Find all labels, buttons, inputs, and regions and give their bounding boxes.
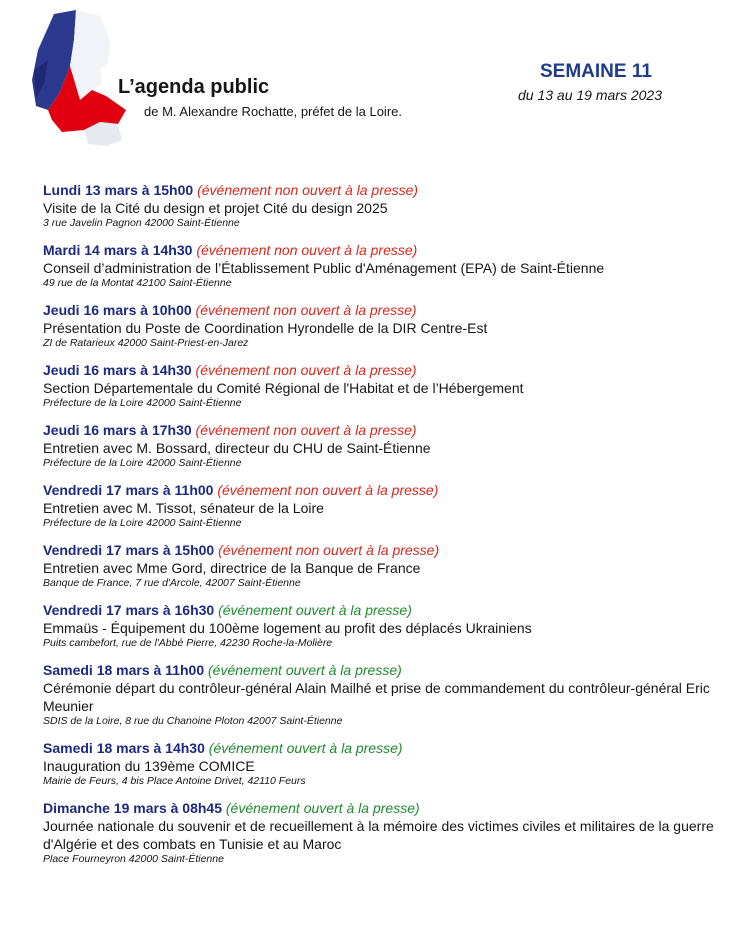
agenda-event <box>43 799 733 866</box>
event-list <box>43 181 733 877</box>
event-title: Entretien avec Mme Gord, directrice de la Banque de France <box>43 560 421 576</box>
event-address: Place Fourneyron 42000 Saint-Étienne <box>43 853 224 865</box>
event-title: Emmaüs - Équipement du 100ème logement au profit des déplacés Ukrainiens <box>43 620 532 636</box>
agenda-event <box>43 421 733 470</box>
week-date-range: du 13 au 19 mars 2023 <box>518 87 662 103</box>
event-press-status: (événement non ouvert à la presse) <box>195 362 417 378</box>
event-date: Samedi 18 mars à 11h00 <box>43 662 205 678</box>
event-address: Préfecture de la Loire 42000 Saint-Étienne <box>43 457 242 469</box>
event-header <box>43 799 733 817</box>
event-date: Dimanche 19 mars à 08h45 <box>43 800 222 816</box>
event-address: 49 rue de la Montat 42100 Saint-Étienne <box>43 277 232 289</box>
event-date: Jeudi 16 mars à 17h30 <box>43 422 192 438</box>
week-label: SEMAINE 11 <box>540 61 652 82</box>
event-press-status: (événement non ouvert à la presse) <box>217 482 439 498</box>
event-address: Banque de France, 7 rue d'Arcole, 42007 Saint-Étienne <box>43 577 301 589</box>
event-date: Jeudi 16 mars à 10h00 <box>43 302 192 318</box>
event-title: Cérémonie départ du contrôleur-général Alain Mailhé et prise de commandement du contrôleur-général Eric Meunier <box>43 680 710 714</box>
event-press-status: (événement ouvert à la presse) <box>208 662 402 678</box>
event-address: Puits cambefort, rue de l'Abbé Pierre, 42230 Roche-la-Molière <box>43 637 333 649</box>
event-press-status: (événement non ouvert à la presse) <box>197 182 419 198</box>
event-date: Vendredi 17 mars à 11h00 <box>43 482 214 498</box>
agenda-event <box>43 361 733 410</box>
event-date: Mardi 14 mars à 14h30 <box>43 242 193 258</box>
event-header <box>43 661 733 679</box>
agenda-event <box>43 739 733 788</box>
event-title: Section Départementale du Comité Régional de l'Habitat et de l’Hébergement <box>43 380 524 396</box>
agenda-event <box>43 481 733 530</box>
event-title: Inauguration du 139ème COMICE <box>43 758 255 774</box>
event-address: Préfecture de la Loire 42000 Saint-Étienne <box>43 397 242 409</box>
event-press-status: (événement ouvert à la presse) <box>208 740 403 756</box>
event-title: Conseil d’administration de l’Établissement Public d'Aménagement (EPA) de Saint-Étienne <box>43 260 605 276</box>
event-title: Journée nationale du souvenir et de recueillement à la mémoire des victimes civiles et militaires de la guerre d'Algérie et des combats en Tunisie et au Maroc <box>43 818 714 852</box>
event-press-status: (événement non ouvert à la presse) <box>218 542 440 558</box>
event-title: Entretien avec M. Bossard, directeur du CHU de Saint-Étienne <box>43 440 431 456</box>
event-header <box>43 739 733 757</box>
event-address: SDIS de la Loire, 8 rue du Chanoine Ploton 42007 Saint-Étienne <box>43 715 343 727</box>
event-header <box>43 181 733 199</box>
event-date: Vendredi 17 mars à 15h00 <box>43 542 215 558</box>
event-header <box>43 241 733 259</box>
event-title: Entretien avec M. Tissot, sénateur de la Loire <box>43 500 324 516</box>
event-press-status: (événement non ouvert à la presse) <box>196 242 418 258</box>
agenda-event <box>43 181 733 230</box>
event-header <box>43 361 733 379</box>
agenda-subtitle: de M. Alexandre Rochatte, préfet de la Loire. <box>144 104 402 119</box>
event-header <box>43 301 733 319</box>
event-title: Visite de la Cité du design et projet Cité du design 2025 <box>43 200 388 216</box>
event-address: Préfecture de la Loire 42000 Saint-Étienne <box>43 517 242 529</box>
event-address: Mairie de Feurs, 4 bis Place Antoine Drivet, 42110 Feurs <box>43 775 306 787</box>
event-address: ZI de Ratarieux 42000 Saint-Priest-en-Jarez <box>43 337 249 349</box>
event-date: Jeudi 16 mars à 14h30 <box>43 362 192 378</box>
event-press-status: (événement ouvert à la presse) <box>225 800 420 816</box>
agenda-event <box>43 541 733 590</box>
event-press-status: (événement non ouvert à la presse) <box>195 422 417 438</box>
event-press-status: (événement non ouvert à la presse) <box>195 302 417 318</box>
agenda-event <box>43 661 733 728</box>
event-header <box>43 541 733 559</box>
event-header <box>43 421 733 439</box>
event-date: Samedi 18 mars à 14h30 <box>43 740 205 756</box>
agenda-event <box>43 601 733 650</box>
agenda-event <box>43 241 733 290</box>
agenda-event <box>43 301 733 350</box>
event-header <box>43 481 733 499</box>
event-header <box>43 601 733 619</box>
agenda-title: L’agenda public <box>118 76 270 98</box>
event-date: Lundi 13 mars à 15h00 <box>43 182 194 198</box>
event-date: Vendredi 17 mars à 16h30 <box>43 602 215 618</box>
event-press-status: (événement ouvert à la presse) <box>218 602 412 618</box>
event-title: Présentation du Poste de Coordination Hyrondelle de la DIR Centre-Est <box>43 320 488 336</box>
event-address: 3 rue Javelin Pagnon 42000 Saint-Étienne <box>43 217 240 229</box>
